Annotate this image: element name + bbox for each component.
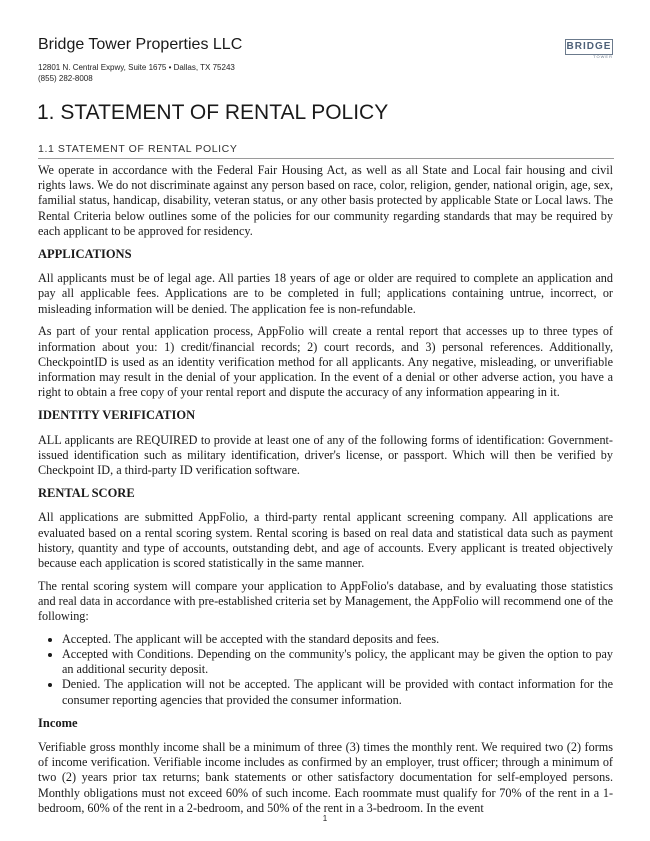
page-title: 1. STATEMENT OF RENTAL POLICY — [37, 101, 389, 124]
divider — [38, 158, 614, 159]
logo-word: BRIDGE — [566, 41, 612, 52]
bridge-tower-logo — [565, 39, 615, 60]
identity-paragraph: ALL applicants are REQUIRED to provide at least one of any of the following forms of identification: Government-issued identification such as military identification, driver's license, or passport. Which will then be verified by Checkpoint ID, a third-party ID verification software. — [38, 432, 613, 477]
rental-score-heading: RENTAL SCORE — [38, 486, 135, 501]
applications-heading: APPLICATIONS — [38, 247, 132, 262]
document-body — [38, 163, 613, 824]
applications-paragraph-1: All applicants must be of legal age. All parties 18 years of age or older are required to complete an application and pay all applicable fees. Applications are to be completed in full; applications containing untrue, incorrect, or misleading information will be denied. The application fee is non-refundable. — [38, 271, 613, 316]
section-subtitle: 1.1 STATEMENT OF RENTAL POLICY — [38, 143, 238, 155]
rental-score-paragraph-2: The rental scoring system will compare your application to AppFolio's database, and by evaluating those statistics and real data in accordance with pre-established criteria set by Management, the AppFolio will recommend one of the following: — [38, 578, 613, 624]
recommendation-list — [38, 632, 613, 708]
company-address: 12801 N. Central Expwy, Suite 1675 • Dallas, TX 75243 — [38, 63, 235, 72]
company-phone: (855) 282-8008 — [38, 74, 93, 83]
page-number: 1 — [322, 814, 328, 823]
rental-score-paragraph-1: All applications are submitted AppFolio, a third-party rental applicant screening company. All applications are evaluated based on a rental scoring system. Rental scoring is based on real data and statistical data such as payment history, quantity and type of accounts, outstanding debt, and age of accounts. Every applicant is treated objectively because each application is scored statistically in the same manner. — [38, 510, 613, 570]
company-contact — [38, 62, 235, 84]
identity-heading: IDENTITY VERIFICATION — [38, 408, 196, 423]
income-paragraph: Verifiable gross monthly income shall be a minimum of three (3) times the monthly rent. We required two (2) forms of income verification. Verifiable income includes as confirmed by an employer, trust officer; through a minimum of two (2) years prior tax returns; bank statements or other satisfactory documentation for self-employed persons. Monthly obligations must not exceed 60% of such income. Each roommate must qualify for 70% of the rent in a 1-bedroom, 60% of the rent in a 2-bedroom, and 50% of the rent in a 3-bedroom. In the event — [38, 740, 613, 815]
intro-paragraph: We operate in accordance with the Federal Fair Housing Act, as well as all State and Local fair housing and civil rights laws. We do not discriminate against any person based on race, color, religion, gender, national origin, age, sex, familial status, handicap, disability, veteran status, or any other basis protected by applicable State or Local laws. The Rental Criteria below outlines some of the policies for our community regarding standards that may be required by each applicant to be approved for residency. — [38, 163, 613, 238]
income-heading: Income — [38, 715, 78, 730]
recommendation-accepted: • Accepted. The applicant will be accepted with the standard deposits and fees. — [62, 632, 613, 647]
recommendation-conditional: • Accepted with Conditions. Depending on the community's policy, the applicant may be given the option to pay an additional security deposit. — [62, 647, 613, 677]
logo-subword: TOWER — [593, 54, 613, 59]
company-name: Bridge Tower Properties LLC — [38, 36, 243, 53]
recommendation-denied: • Denied. The application will not be accepted. The applicant will be provided with contact information for the consumer reporting agencies that provided the consumer information. — [62, 677, 613, 707]
applications-paragraph-2: As part of your rental application process, AppFolio will create a rental report that accesses up to three types of information about you: 1) credit/financial records; 2) court records, and 3) personal references. Additionally, CheckpointID is used as an identity verification method for all applicants. Any negative, misleading, or unverifiable information may result in the denial of your application. In the event of a denial or other adverse action, you have a right to obtain a free copy of your rental report and dispute the accuracy of any information appearing in it. — [38, 324, 613, 400]
